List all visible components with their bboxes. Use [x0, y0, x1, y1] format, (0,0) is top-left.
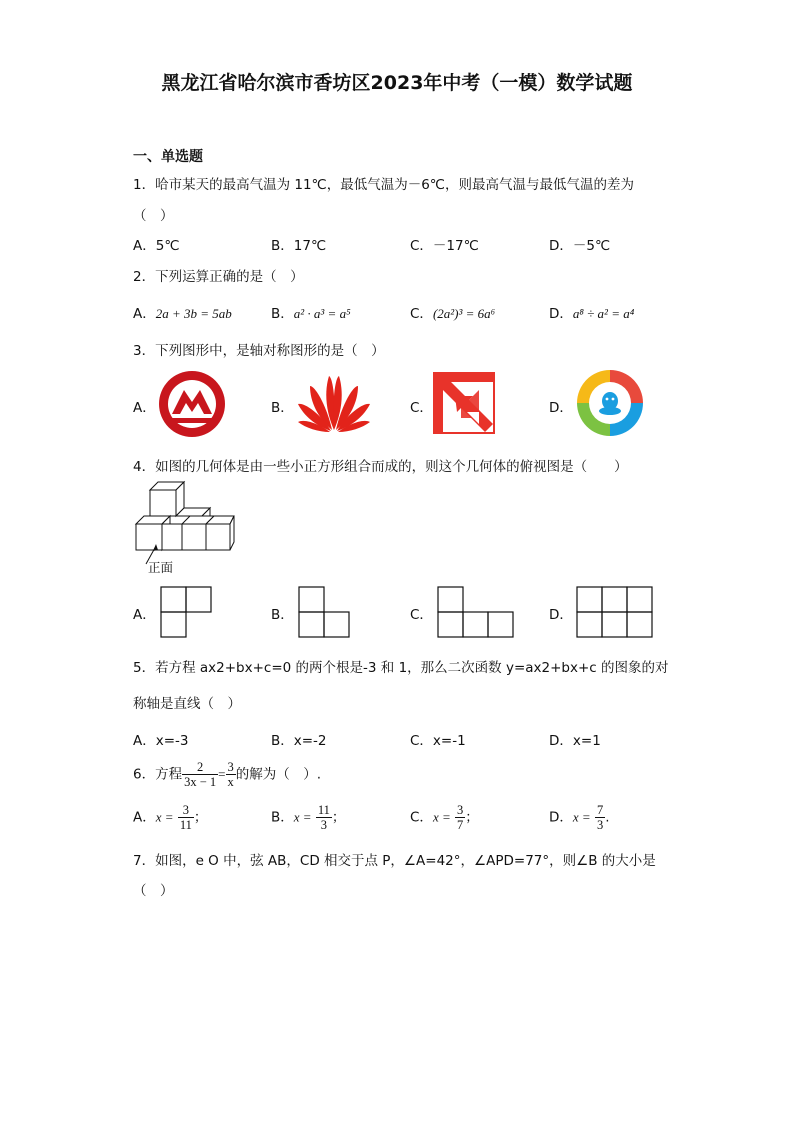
q4-option-d-label: D．: [549, 607, 573, 623]
q4-option-b-label: B．: [271, 607, 294, 623]
q3-option-c-label: C．: [410, 400, 433, 416]
q6-option-c: [410, 803, 479, 832]
q1-option-b: B．17℃: [271, 238, 327, 254]
q3-option-d-label: D．: [549, 400, 573, 416]
q6-option-a-label: A．: [133, 809, 156, 826]
cube-solid-figure: [134, 480, 234, 552]
q2-option-b: [271, 302, 351, 322]
q2-option-a: [133, 302, 232, 322]
q3-option-a-label: A．: [133, 400, 156, 416]
q6-option-c-tail: ；: [465, 809, 479, 826]
q6-fraction-left-num: 2: [182, 760, 218, 775]
q6-option-d-frac: [595, 803, 605, 832]
q6-option-b-num: 11: [317, 803, 330, 817]
q5-option-a: A．x=-3: [133, 733, 189, 749]
question-5-stem-line2: 称轴是直线（ ）: [133, 696, 241, 712]
question-1-paren: （ ）: [133, 208, 174, 224]
q6-fraction-left: [182, 760, 218, 789]
q6-option-c-frac: [455, 803, 465, 832]
q2-option-a-label: A．: [133, 306, 156, 322]
q6-option-d-tail: .: [605, 809, 610, 826]
q4-option-b-grid: [298, 586, 350, 638]
question-5-stem-line1: 5．若方程 ax2+bx+c=0 的两个根是-3 和 1，那么二次函数 y=ax2+bx+c 的图象的对: [133, 660, 669, 676]
q2-option-b-label: B．: [271, 306, 294, 322]
q6-fraction-right-num: 3: [227, 760, 234, 774]
front-view-label: 正面: [148, 560, 174, 575]
q1-option-d: D．－5℃: [549, 238, 611, 254]
q6-option-a-num: 3: [178, 803, 194, 818]
qq-ring-logo-icon: [573, 366, 647, 440]
q1-option-a: A．5℃: [133, 238, 180, 254]
q5-option-c: C．x=-1: [410, 733, 466, 749]
question-2-stem: 2．下列运算正确的是（ ）: [133, 269, 304, 285]
q6-option-d-num: 7: [597, 803, 604, 817]
q2-option-d: [549, 302, 634, 322]
q6-fraction-right-den: x: [227, 775, 234, 789]
question-7-stem: 7．如图，e O 中，弦 AB，CD 相交于点 P，∠A=42°，∠APD=77°，则∠B 的大小是: [133, 853, 656, 869]
q6-option-d-label: D．: [549, 809, 573, 826]
q2-option-d-expr: a⁸ ÷ a² = a⁴: [572, 306, 635, 321]
q6-equals: =: [218, 766, 226, 782]
q6-option-a-frac: [178, 803, 194, 832]
q4-option-c-grid: [437, 586, 514, 638]
cmb-logo-icon: [158, 370, 226, 438]
q6-option-d: [549, 803, 610, 832]
section-heading: 一、单选题: [133, 149, 203, 165]
q6-option-b-frac: [316, 803, 332, 832]
q6-option-a-tail: ；: [193, 809, 208, 826]
q6-prefix: 6．方程: [133, 766, 183, 783]
q2-option-c-label: C．: [410, 306, 433, 322]
q6-option-b-den: 3: [320, 818, 327, 832]
q1-option-c: C．－17℃: [410, 238, 479, 254]
q6-option-c-label: C．: [410, 809, 433, 826]
q2-option-a-expr: 2a + 3b = 5ab: [155, 306, 232, 321]
question-4-stem: 4．如图的几何体是由一些小正方形组合而成的，则这个几何体的俯视图是（ ）: [133, 459, 628, 475]
question-7-paren: （ ）: [133, 883, 174, 899]
q6-option-b-tail: ；: [331, 809, 346, 826]
q6-option-c-den: 7: [457, 818, 464, 832]
q6-option-b-label: B．: [271, 809, 294, 826]
q6-option-d-den: 3: [597, 818, 604, 832]
q4-option-c-label: C．: [410, 607, 433, 623]
q6-option-a-lhs: x =: [155, 809, 174, 825]
q6-option-b-lhs: x =: [293, 809, 312, 825]
q6-option-c-lhs: x =: [432, 809, 451, 825]
q4-option-a-grid: [160, 586, 212, 638]
q5-option-d: D．x=1: [549, 733, 601, 749]
square-geometric-logo-icon: [433, 372, 495, 434]
q2-option-c: [410, 302, 495, 322]
q6-option-a: [133, 803, 207, 832]
question-3-stem: 3．下列图形中，是轴对称图形的是（ ）: [133, 343, 385, 359]
page-title: 黑龙江省哈尔滨市香坊区2023年中考（一模）数学试题: [161, 72, 633, 94]
q2-option-d-label: D．: [549, 306, 573, 322]
q5-option-b: B．x=-2: [271, 733, 327, 749]
q4-option-a-label: A．: [133, 607, 156, 623]
q6-option-b: [271, 803, 345, 832]
q6-suffix: 的解为（ ）.: [235, 766, 322, 783]
q2-option-b-expr: a² · a³ = a⁵: [293, 306, 351, 321]
question-1-stem: 1．哈市某天的最高气温为 11℃，最低气温为－6℃，则最高气温与最低气温的差为: [133, 177, 634, 193]
q2-option-c-expr: (2a²)³ = 6a⁶: [432, 306, 496, 321]
q4-option-d-grid: [576, 586, 653, 638]
q6-option-c-num: 3: [457, 803, 464, 817]
q6-option-a-den: 11: [179, 818, 192, 832]
q6-option-d-lhs: x =: [572, 809, 591, 825]
huawei-logo-icon: [296, 372, 372, 434]
question-6-stem: [133, 760, 321, 789]
q3-option-b-label: B．: [271, 400, 294, 416]
q6-fraction-left-den: 3x − 1: [184, 775, 217, 789]
q6-fraction-right: [226, 760, 236, 789]
